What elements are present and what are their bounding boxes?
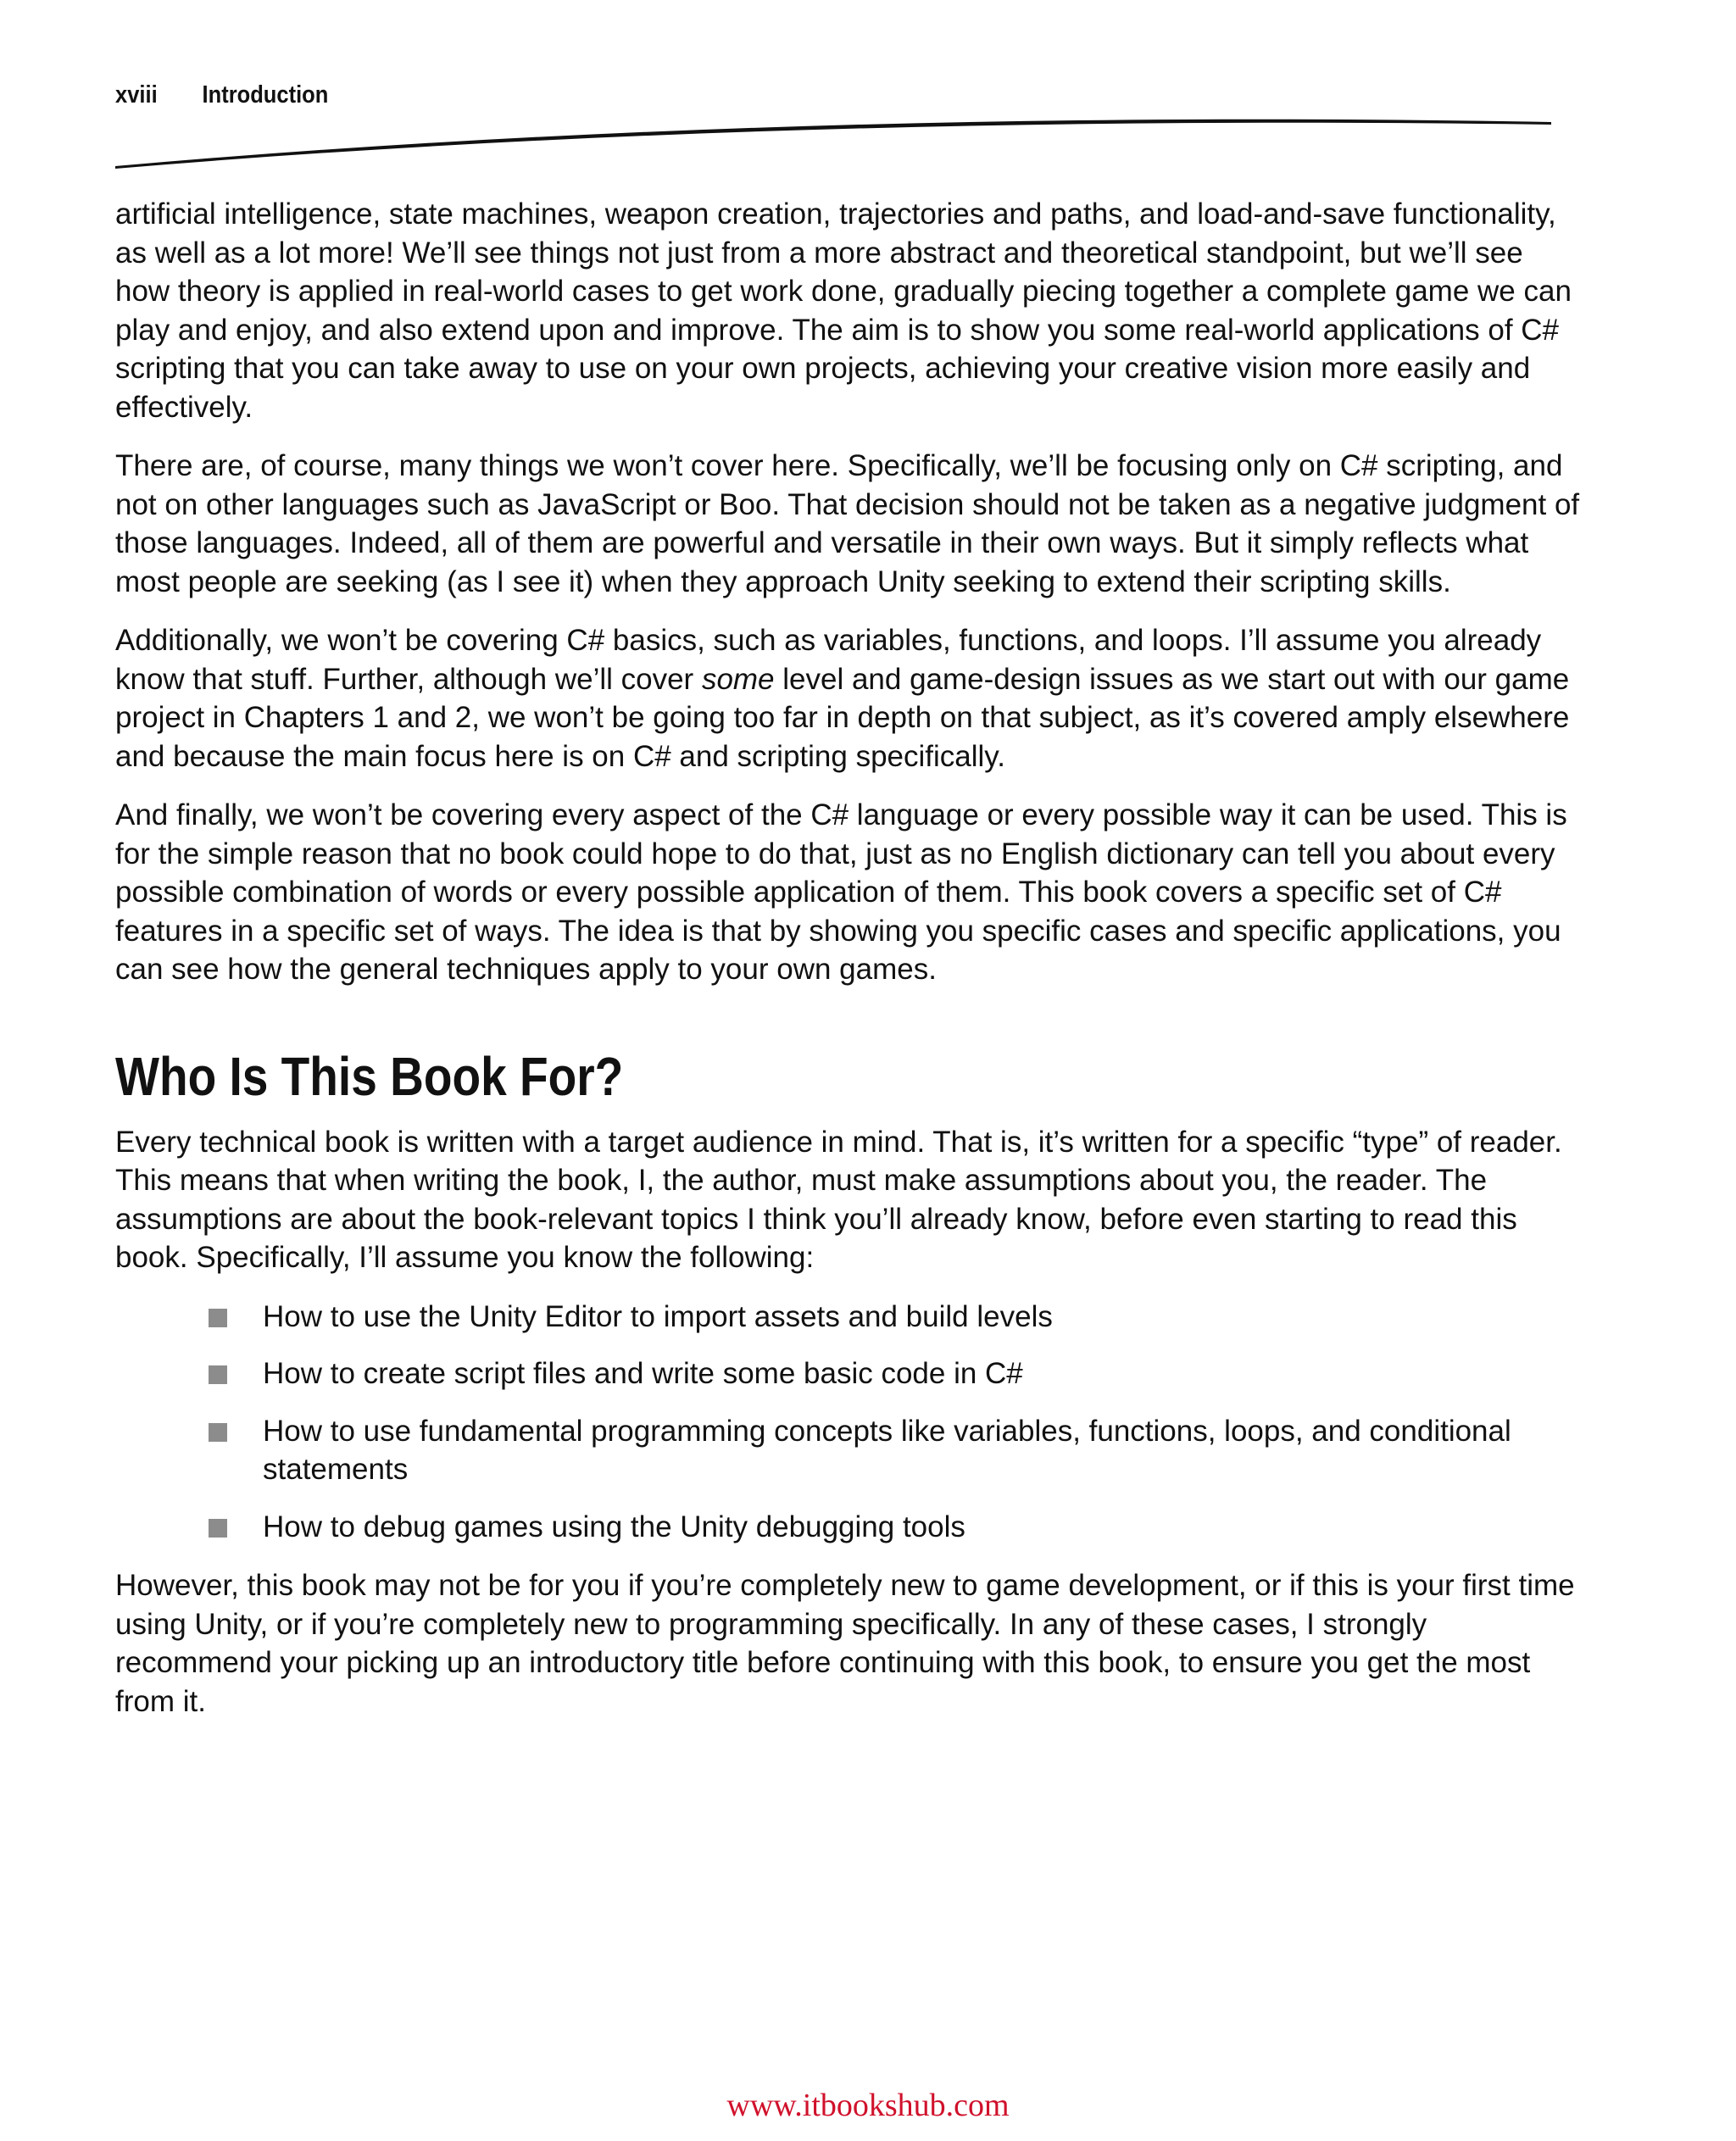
paragraph-text: Additionally, we won’t be covering C# basics, such as variables, functions, and loops. I’ll assume you already know that stuff. Further, although we’ll cover bbox=[115, 624, 1542, 696]
paragraph: There are, of course, many things we won’t cover here. Specifically, we’ll be focusing only on C# scripting, and not on other languages such as JavaScript or Boo. That decision should not be taken as a negative judgment of those languages. Indeed, all of them are powerful and versatile in their own ways. But it simply reflects what most people are seeking (as I see it) when they approach Unity seeking to extend their scripting skills. bbox=[115, 449, 1580, 598]
footer-website-link[interactable]: www.itbookshub.com bbox=[726, 2088, 1010, 2123]
square-bullet-icon bbox=[209, 1519, 227, 1538]
paragraph: artificial intelligence, state machines, weapon creation, trajectories and paths, and load-and-save functionality, as well as a lot more! We’ll see things not just from a more abstract and theoretical standpoint, but we’ll see how theory is applied in real-world cases to get work done, gradually piecing together a complete game we can play and enjoy, and also extend upon and improve. The aim is to show you some real-world applications of C# scripting that you can take away to use on your own projects, achieving your creative vision more easily and effectively. bbox=[115, 197, 1572, 424]
section-heading: Who Is This Book For? bbox=[115, 1045, 624, 1107]
list-item-text: How to debug games using the Unity debugging tools bbox=[263, 1510, 965, 1543]
page-number: xviii bbox=[115, 81, 158, 108]
paragraph bbox=[115, 621, 1582, 776]
list-item-text: How to create script files and write some basic code in C# bbox=[263, 1357, 1023, 1390]
list-item-text: How to use fundamental programming concepts like variables, functions, loops, and conditional statements bbox=[263, 1414, 1511, 1486]
header-swoosh-rule bbox=[0, 0, 1736, 186]
page-body bbox=[115, 195, 1582, 1741]
paragraph: Every technical book is written with a target audience in mind. That is, it’s written for a specific “type” of reader. This means that when writing the book, I, the author, must make assumptions about you, the reader. The assumptions are about the book-relevant topics I think you’ll already know, before even starting to read this book. Specifically, I’ll assume you know the following: bbox=[115, 1125, 1562, 1274]
paragraph-text: level and game-design issues as we start out with our game project in Chapters 1 and 2, we won’t be going too far in depth on that subject, as it’s covered amply elsewhere and because the main focus here is on C# and scripting specifically. bbox=[115, 662, 1570, 773]
emphasis-text: some bbox=[701, 662, 775, 696]
list-item bbox=[209, 1354, 1582, 1393]
list-item bbox=[209, 1508, 1582, 1547]
list-item bbox=[209, 1298, 1582, 1337]
paragraph: And finally, we won’t be covering every aspect of the C# language or every possible way it can be used. This is for the simple reason that no book could hope to do that, just as no English dictionary can tell you about every possible combination of words or every possible application of them. This book covers a specific set of C# features in a specific set of ways. The idea is that by showing you specific cases and specific applications, you can see how the general techniques apply to your own games. bbox=[115, 798, 1567, 986]
running-header-title: Introduction bbox=[202, 81, 329, 108]
assumptions-list bbox=[115, 1298, 1582, 1547]
square-bullet-icon bbox=[209, 1309, 227, 1327]
paragraph: However, this book may not be for you if you’re completely new to game development, or if this is your first time using Unity, or if you’re completely new to programming specifically. In any of these cases, I strongly recommend your picking up an introductory title before continuing with this book, to ensure you get the most from it. bbox=[115, 1569, 1575, 1718]
square-bullet-icon bbox=[209, 1365, 227, 1384]
square-bullet-icon bbox=[209, 1423, 227, 1442]
list-item bbox=[209, 1412, 1582, 1489]
list-item-text: How to use the Unity Editor to import assets and build levels bbox=[263, 1299, 1053, 1333]
